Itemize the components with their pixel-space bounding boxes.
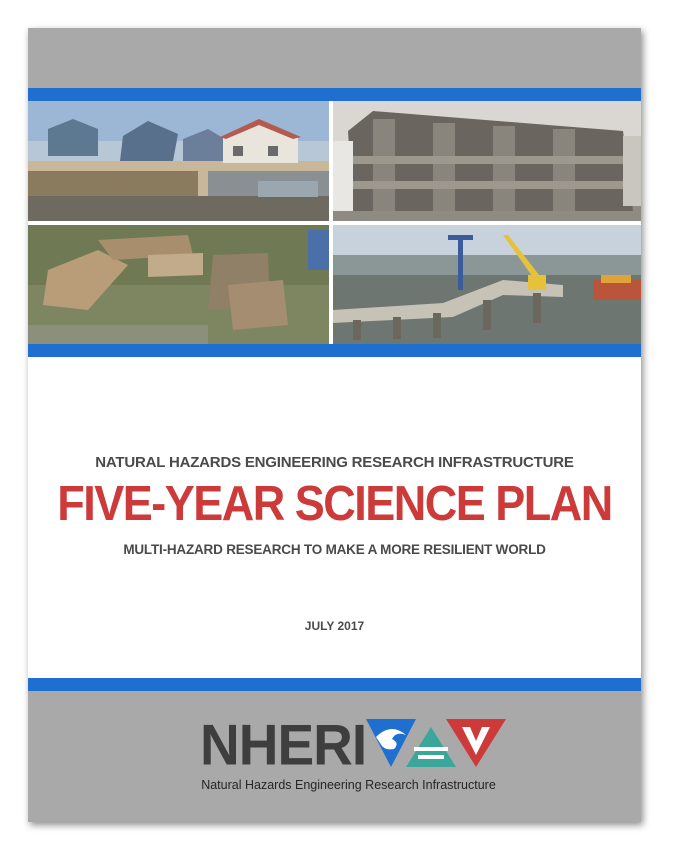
- publication-date: JULY 2017: [304, 619, 365, 633]
- collapsed-concrete-building-photo: [333, 101, 641, 221]
- storm-damaged-beach-houses-photo: [28, 101, 329, 221]
- subtitle: MULTI-HAZARD RESEARCH TO MAKE A MORE RESILIENT WORLD: [123, 542, 546, 557]
- logo-caption: Natural Hazards Engineering Research Infrastructure: [201, 778, 496, 792]
- nheri-hazard-logo-icon: [366, 717, 518, 769]
- main-title: FIVE-YEAR SCIENCE PLAN: [57, 475, 612, 532]
- title-block: [28, 357, 641, 678]
- damaged-port-pier-with-cranes-photo: [333, 225, 641, 344]
- report-cover: [28, 28, 641, 822]
- photo-grid: [28, 101, 641, 344]
- organization-title: NATURAL HAZARDS ENGINEERING RESEARCH INFRASTRUCTURE: [95, 454, 574, 471]
- top-gray-band: [28, 28, 641, 88]
- nheri-wordmark: NHERI: [200, 712, 367, 778]
- bottom-gray-band: [28, 691, 641, 822]
- blue-divider-bottom: [28, 678, 641, 691]
- aerial-destroyed-buildings-photo: [28, 225, 329, 344]
- blue-divider-top: [28, 88, 641, 101]
- blue-divider-middle: [28, 344, 641, 357]
